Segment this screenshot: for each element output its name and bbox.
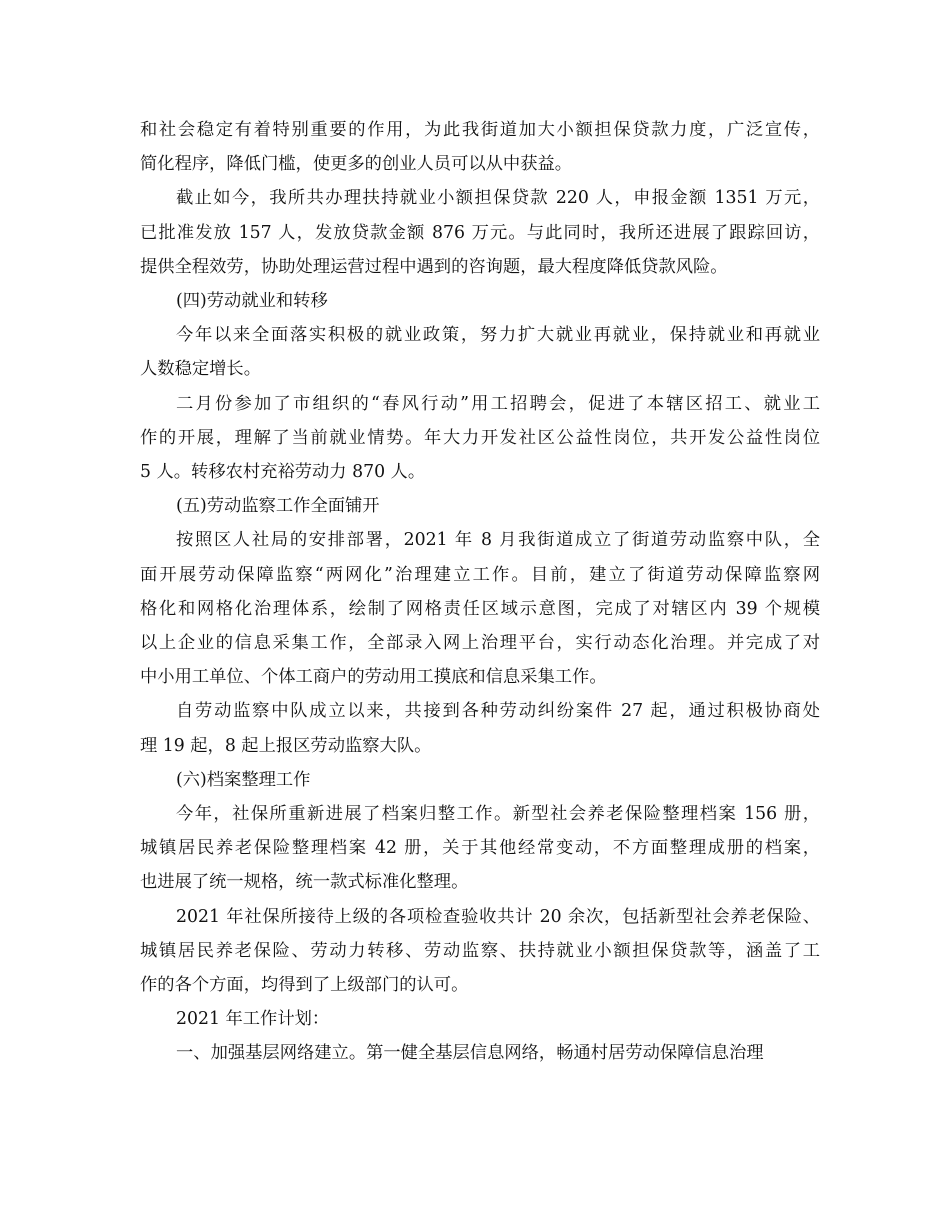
text-line: 二月份参加了市组织的“春风行动”用工招聘会，促进了本辖区招工、就业工 [176, 393, 820, 414]
text-line: 截止如今，我所共办理扶持就业小额担保贷款 220 人，申报金额 1351 万元， [176, 188, 820, 209]
text-line: 今年以来全面落实积极的就业政策，努力扩大就业再就业，保持就业和再就业 [176, 325, 820, 346]
text-line: 2021 年工作计划： [176, 1009, 330, 1030]
text-line: 今年，社保所重新进展了档案归整工作。新型社会养老保险整理档案 156 册， [176, 804, 820, 825]
text-line: 简化程序，降低门槛，使更多的创业人员可以从中获益。 [140, 154, 573, 175]
text-line: 也进展了统一规格，统一款式标准化整理。 [140, 872, 469, 893]
text-line: 城镇居民养老保险整理档案 42 册，关于其他经常变动，不方面整理成册的档案， [140, 838, 820, 859]
text-line: (四)劳动就业和转移 [176, 291, 328, 312]
text-line: 按照区人社局的安排部署，2021 年 8 月我街道成立了街道劳动监察中队，全 [176, 530, 820, 551]
document-body [140, 113, 820, 1071]
text-line: 一、加强基层网络建立。第一健全基层信息网络，畅通村居劳动保障信息治理 [176, 1043, 764, 1064]
text-line: 面开展劳动保障监察“两网化”治理建立工作。目前，建立了街道劳动保障监察网 [140, 564, 820, 585]
text-line: 2021 年社保所接待上级的各项检查验收共计 20 余次，包括新型社会养老保险、 [176, 906, 820, 927]
paragraph [140, 694, 820, 762]
text-line: 城镇居民养老保险、劳动力转移、劳动监察、扶持就业小额担保贷款等，涵盖了工 [140, 940, 820, 961]
paragraph [140, 489, 820, 523]
paragraph [140, 900, 820, 1003]
paragraph [140, 181, 820, 284]
text-line: 作的各个方面，均得到了上级部门的认可。 [140, 975, 469, 996]
paragraph [140, 523, 820, 694]
text-line: 以上企业的信息采集工作，全部录入网上治理平台，实行动态化治理。并完成了对 [140, 633, 820, 654]
text-line: 自劳动监察中队成立以来，共接到各种劳动纠纷案件 27 起，通过积极协商处 [176, 701, 820, 722]
paragraph [140, 1002, 820, 1036]
paragraph [140, 284, 820, 318]
text-line: 已批准发放 157 人，发放贷款金额 876 万元。与此同时，我所还进展了跟踪回访， [140, 222, 820, 243]
text-line: 中小用工单位、个体工商户的劳动用工摸底和信息采集工作。 [140, 667, 607, 688]
text-line: 作的开展，理解了当前就业情势。年大力开发社区公益性岗位，共开发公益性岗位 [140, 427, 820, 448]
text-line: (六)档案整理工作 [176, 769, 311, 790]
paragraph [140, 797, 820, 900]
text-line: 理 19 起，8 起上报区劳动监察大队。 [140, 735, 432, 756]
paragraph [140, 1036, 820, 1070]
text-line: 5 人。转移农村充裕劳动力 870 人。 [140, 462, 426, 483]
text-line: 人数稳定增长。 [140, 359, 261, 380]
text-line: 格化和网格化治理体系，绘制了网格责任区域示意图，完成了对辖区内 39 个规模 [140, 598, 820, 619]
text-line: 提供全程效劳，协助处理运营过程中遇到的咨询题，最大程度降低贷款风险。 [140, 256, 728, 277]
paragraph [140, 763, 820, 797]
paragraph [140, 387, 820, 490]
text-line: (五)劳动监察工作全面铺开 [176, 496, 380, 517]
text-line: 和社会稳定有着特别重要的作用，为此我街道加大小额担保贷款力度，广泛宣传， [140, 120, 820, 140]
paragraph [140, 318, 820, 386]
paragraph [140, 113, 820, 181]
